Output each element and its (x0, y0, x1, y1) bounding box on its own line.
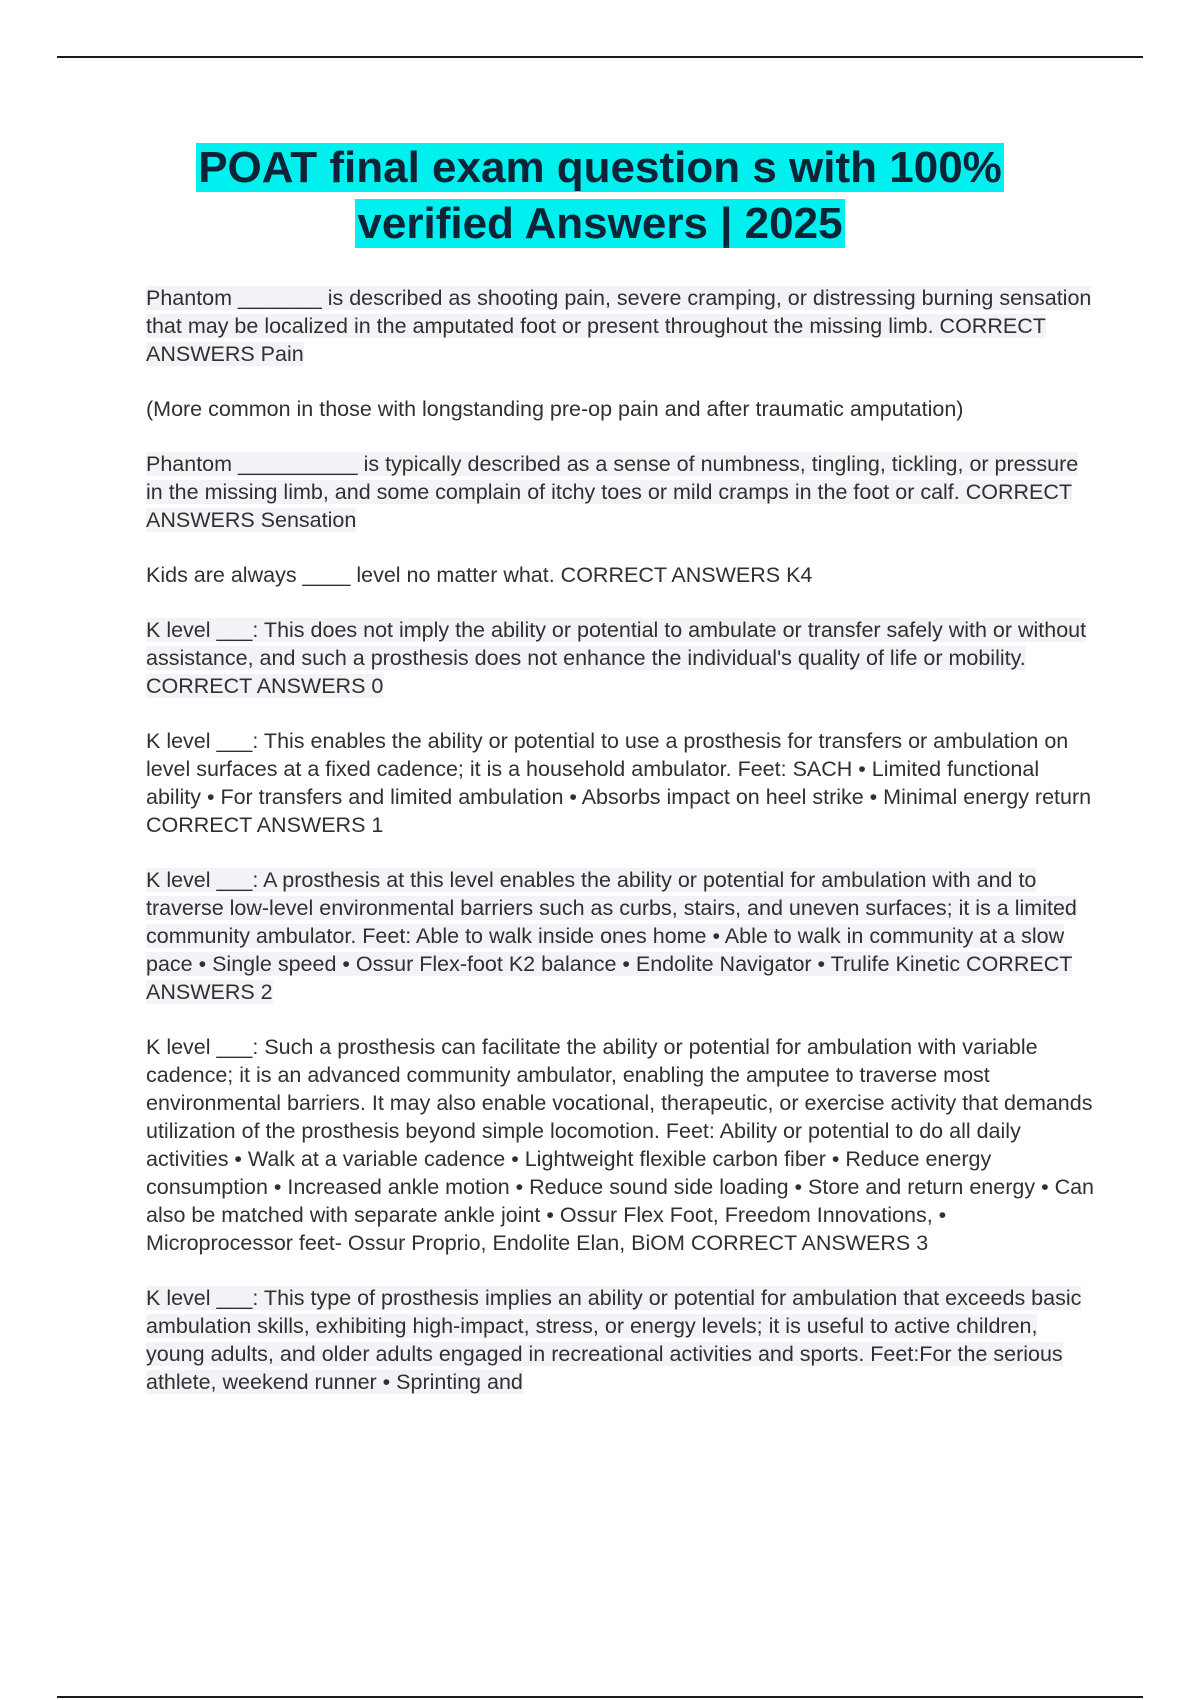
paragraph: Phantom __________ is typically described as a sense of numbness, tingling, tickling, or pressure in the missing limb, and some complain of itchy toes or mild cramps in the foot or calf. CORRECT ANSWERS Sensation (146, 452, 1079, 532)
paragraph: K level ___: This enables the ability or potential to use a prosthesis for transfers or ambulation on level surfaces at a fixed cadence; it is a household ambulator. Feet: SACH • Limited functional ability • For transfers and limited ambulation • Absorbs impact on heel strike • Minimal energy return CORRECT ANSWERS 1 (146, 729, 1092, 837)
paragraph: Kids are always ____ level no matter what. CORRECT ANSWERS K4 (146, 563, 813, 587)
document-body (146, 284, 1096, 1423)
paragraph: Phantom _______ is described as shooting pain, severe cramping, or distressing burning sensation that may be localized in the amputated foot or present throughout the missing limb. CORRECT ANSWERS Pain (146, 286, 1092, 366)
paragraph: K level ___: This does not imply the ability or potential to ambulate or transfer safely with or without assistance, and such a prosthesis does not enhance the individual's quality of life or mobility. CORRECT ANSWERS 0 (146, 618, 1087, 698)
bottom-rule (57, 1696, 1143, 1698)
paragraph: (More common in those with longstanding pre-op pain and after traumatic amputation) (146, 397, 964, 421)
title-line-1: POAT final exam question s with 100% (198, 143, 1002, 192)
title-line-2: verified Answers | 2025 (357, 199, 843, 248)
document-title (60, 140, 1140, 252)
paragraph: K level ___: This type of prosthesis implies an ability or potential for ambulation that exceeds basic ambulation skills, exhibiting high-impact, stress, or energy levels; it is useful to active children, young adults, and older adults engaged in recreational activities and sports. Feet:For the serious athlete, weekend runner • Sprinting and (146, 1286, 1082, 1394)
paragraph: K level ___: Such a prosthesis can facilitate the ability or potential for ambulation with variable cadence; it is an advanced community ambulator, enabling the amputee to traverse most environmental barriers. It may also enable vocational, therapeutic, or exercise activity that demands utilization of the prosthesis beyond simple locomotion. Feet: Ability or potential to do all daily activities • Walk at a variable cadence • Lightweight flexible carbon fiber • Reduce energy consumption • Increased ankle motion • Reduce sound side loading • Store and return energy • Can also be matched with separate ankle joint • Ossur Flex Foot, Freedom Innovations, • Microprocessor feet- Ossur Proprio, Endolite Elan, BiOM CORRECT ANSWERS 3 (146, 1035, 1095, 1255)
paragraph: K level ___: A prosthesis at this level enables the ability or potential for ambulation with and to traverse low-level environmental barriers such as curbs, stairs, and uneven surfaces; it is a limited community ambulator. Feet: Able to walk inside ones home • Able to walk in community at a slow pace • Single speed • Ossur Flex-foot K2 balance • Endolite Navigator • Trulife Kinetic CORRECT ANSWERS 2 (146, 868, 1077, 1004)
top-rule (57, 56, 1143, 58)
